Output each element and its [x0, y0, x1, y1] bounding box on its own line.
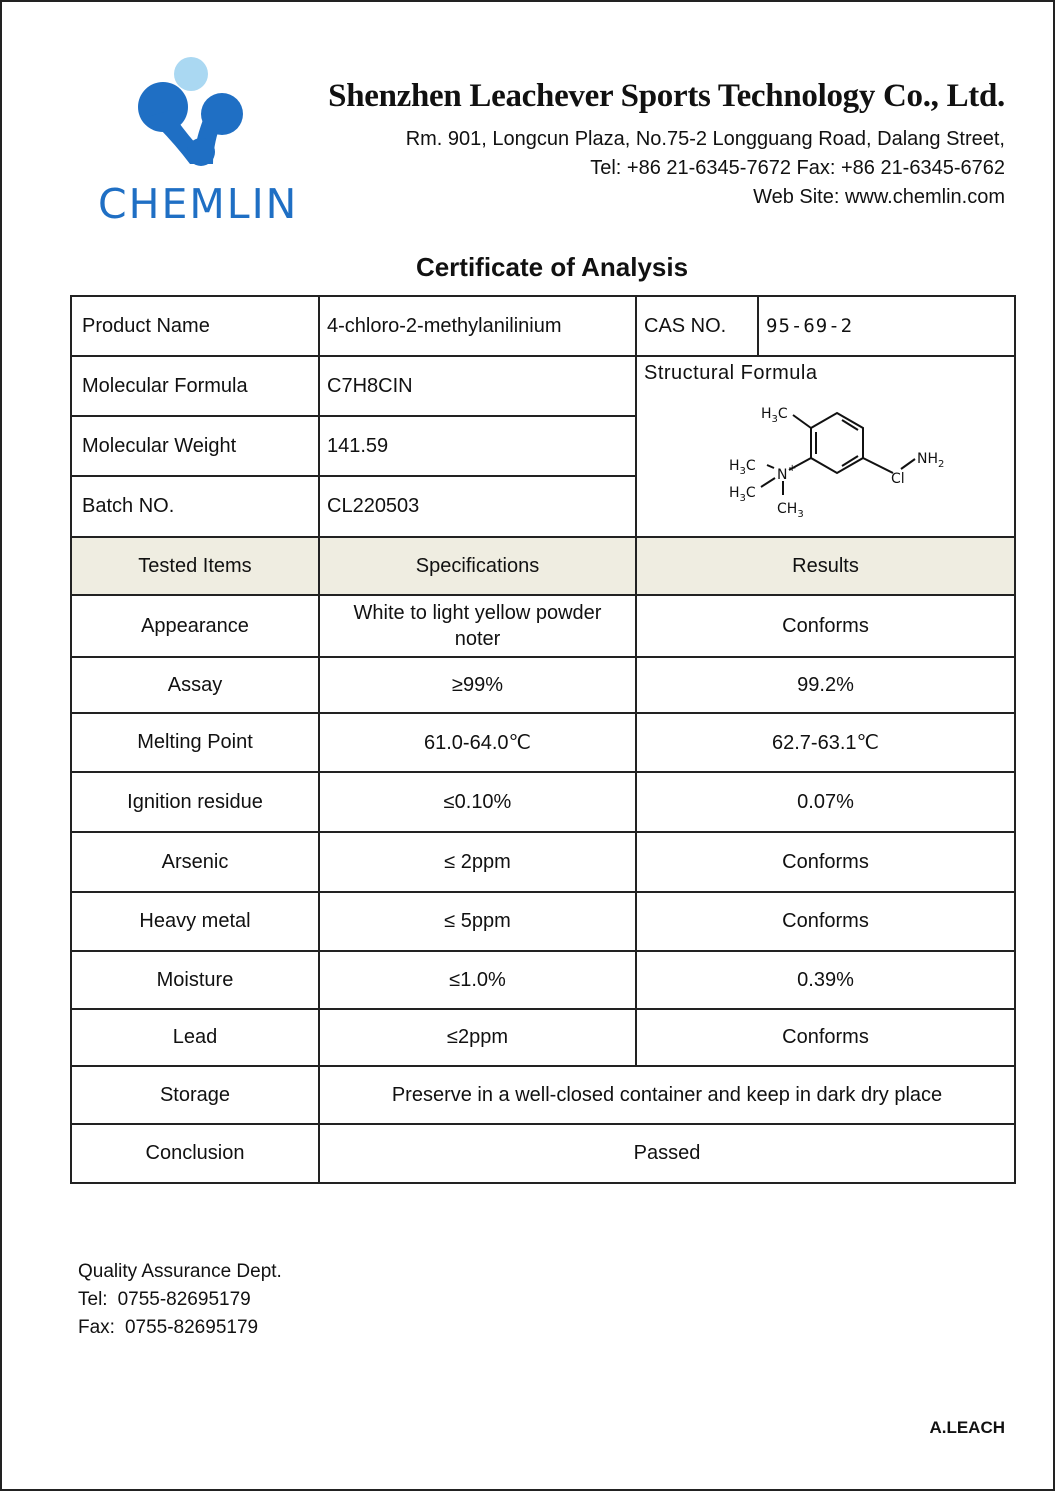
test-result: Conforms [636, 1009, 1015, 1066]
svg-text:H3C: $H_3C$ [729, 458, 756, 477]
tests-header-row [71, 537, 1015, 595]
conclusion-row [71, 1124, 1015, 1183]
conclusion-value: Passed [319, 1124, 1015, 1183]
test-result: Conforms [636, 595, 1015, 657]
test-row [71, 595, 1015, 657]
test-spec: ≤ 5ppm [319, 892, 636, 951]
svg-text:+: + [788, 463, 797, 474]
svg-text:CH3: $CH_3$ [777, 501, 804, 520]
footer-fax-value: 0755-82695179 [124, 1317, 259, 1338]
test-item: Arsenic [71, 832, 319, 892]
molecule-logo-icon [90, 52, 300, 182]
footer-tel-value: 0755-82695179 [117, 1289, 251, 1310]
test-spec: ≤ 2ppm [319, 832, 636, 892]
document-title: Certificate of Analysis [415, 252, 689, 282]
chemlin-logo [90, 52, 300, 227]
svg-text:N: N [777, 467, 788, 483]
storage-label: Storage [71, 1066, 319, 1124]
test-item: Moisture [71, 951, 319, 1009]
test-result: 0.39% [636, 951, 1015, 1009]
molecular-weight-value: 141.59 [319, 416, 636, 476]
structural-formula-label: Structural Formula [644, 362, 818, 384]
footer-fax-label: Fax: [78, 1317, 115, 1338]
molecular-formula-value: C7H8CIN [319, 356, 636, 416]
structural-formula-diagram [725, 395, 965, 525]
svg-text:NH2: $NH_2$ [917, 451, 945, 470]
product-name-value: 4-chloro-2-methylanilinium [319, 296, 636, 356]
test-row [71, 892, 1015, 951]
test-item: Lead [71, 1009, 319, 1066]
test-row [71, 832, 1015, 892]
test-row [71, 713, 1015, 772]
specifications-header: Specifications [319, 537, 636, 595]
test-result: 62.7-63.1℃ [636, 713, 1015, 772]
test-row [71, 657, 1015, 713]
tested-items-header: Tested Items [71, 537, 319, 595]
svg-text:H3C: $H_3C$ [729, 485, 756, 504]
company-header [328, 78, 1005, 212]
structural-formula-cell [636, 356, 1015, 537]
analysis-table [70, 295, 1016, 1184]
test-spec: 61.0-64.0℃ [319, 713, 636, 772]
footer-fax-line [78, 1314, 282, 1342]
company-name: Shenzhen Leachever Sports Technology Co., Ltd. [328, 78, 1005, 114]
footer-tel-label: Tel: [78, 1289, 108, 1310]
test-result: 99.2% [636, 657, 1015, 713]
cas-value: 95-69-2 [758, 296, 1015, 356]
test-spec: ≤1.0% [319, 951, 636, 1009]
molecular-formula-row [71, 356, 1015, 416]
svg-text:Cl: Cl [891, 471, 905, 487]
test-spec: ≤0.10% [319, 772, 636, 832]
batch-label: Batch NO. [71, 476, 319, 537]
product-name-row [71, 296, 1015, 356]
test-row [71, 951, 1015, 1009]
molecular-weight-label: Molecular Weight [71, 416, 319, 476]
company-contact: Tel: +86 21-6345-7672 Fax: +86 21-6345-6762 [590, 157, 1005, 179]
product-name-label: Product Name [71, 296, 319, 356]
test-result: Conforms [636, 832, 1015, 892]
test-result: 0.07% [636, 772, 1015, 832]
storage-row [71, 1066, 1015, 1124]
qa-department: Quality Assurance Dept. [78, 1261, 282, 1282]
company-website: Web Site: www.chemlin.com [753, 186, 1005, 208]
test-item: Melting Point [71, 713, 319, 772]
molecular-formula-label: Molecular Formula [71, 356, 319, 416]
footer-tel-line [78, 1286, 282, 1314]
test-spec: White to light yellow powder noter [319, 595, 636, 657]
batch-value: CL220503 [319, 476, 636, 537]
test-item: Heavy metal [71, 892, 319, 951]
conclusion-label: Conclusion [71, 1124, 319, 1183]
footer-contact [78, 1258, 282, 1342]
cas-label: CAS NO. [636, 296, 758, 356]
test-row [71, 1009, 1015, 1066]
test-row [71, 772, 1015, 832]
test-item: Ignition residue [71, 772, 319, 832]
storage-value: Preserve in a well-closed container and keep in dark dry place [319, 1066, 1015, 1124]
test-result: Conforms [636, 892, 1015, 951]
signature: A.LEACH [929, 1418, 1005, 1437]
test-item: Appearance [71, 595, 319, 657]
results-header: Results [636, 537, 1015, 595]
test-item: Assay [71, 657, 319, 713]
test-spec: ≤2ppm [319, 1009, 636, 1066]
svg-text:H3C: $H_3C$ [761, 406, 788, 425]
test-spec: ≥99% [319, 657, 636, 713]
company-address: Rm. 901, Longcun Plaza, No.75-2 Longguang Road, Dalang Street, [405, 128, 1005, 150]
logo-text: CHEMLIN [98, 180, 299, 228]
